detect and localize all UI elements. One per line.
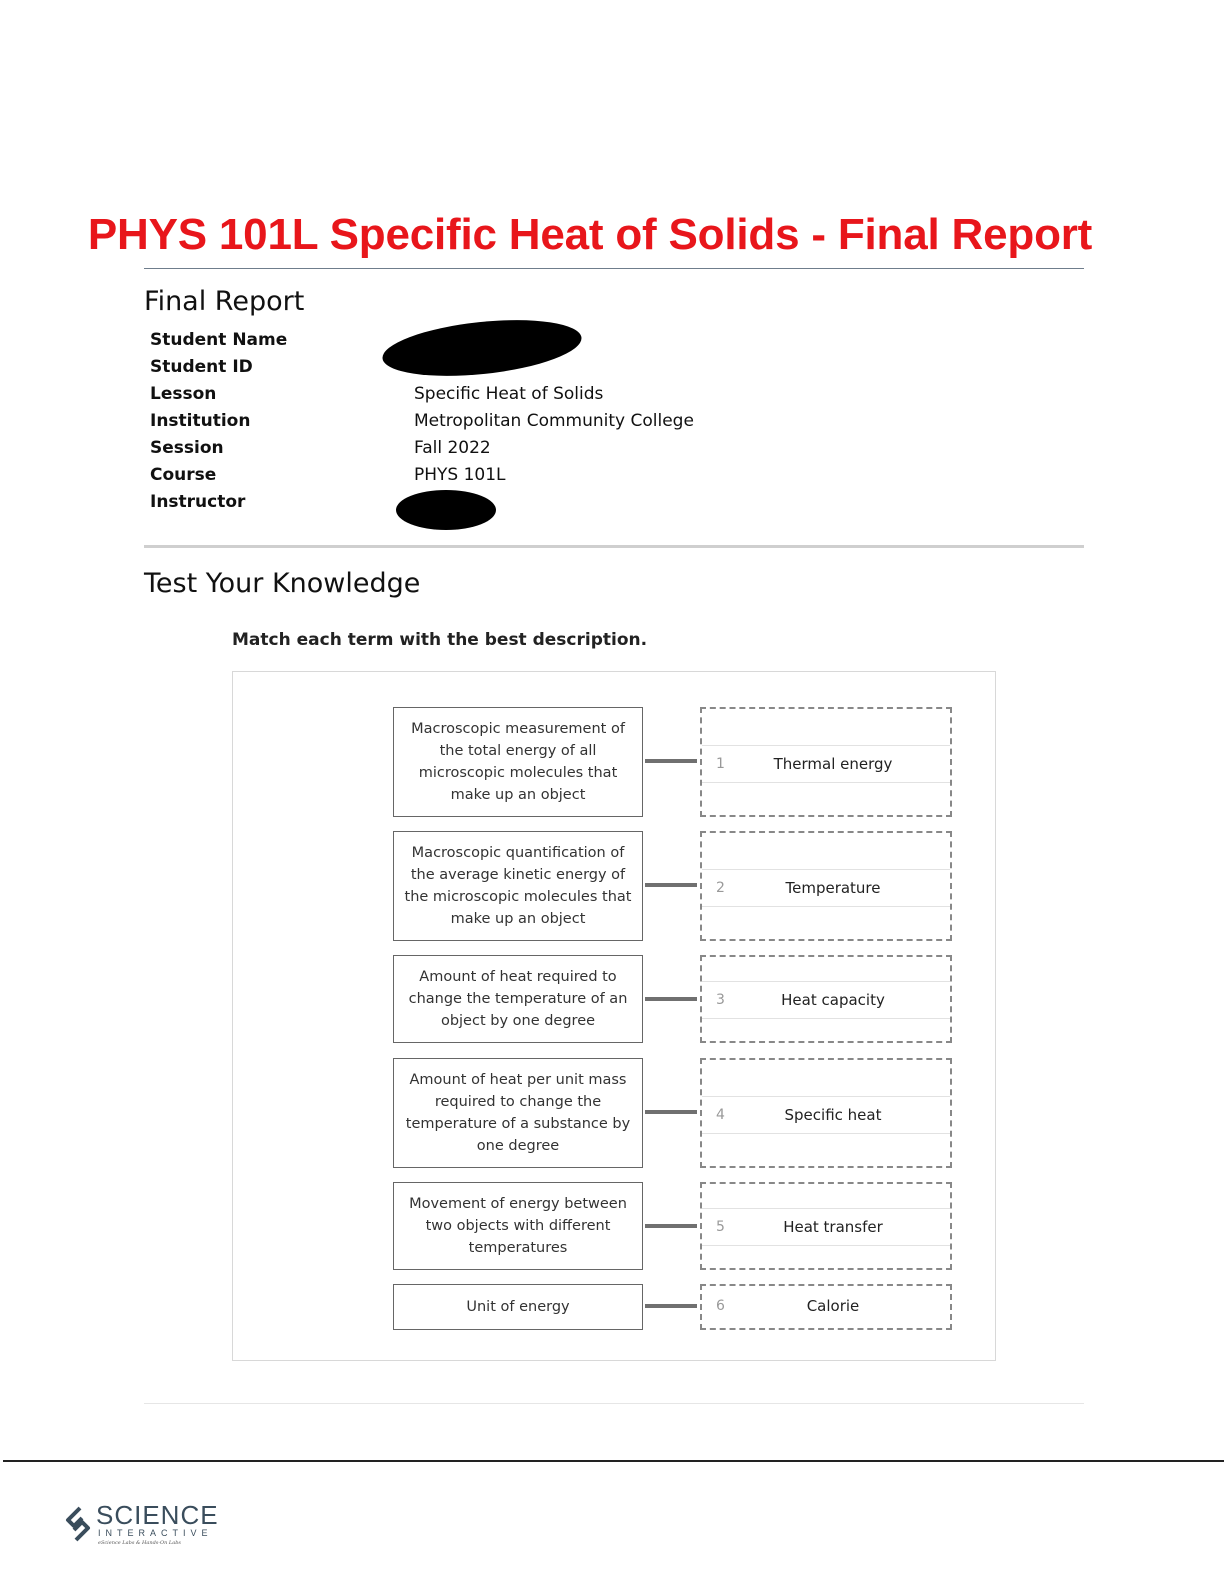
match-connector-5 bbox=[645, 1224, 697, 1228]
logo-tagline: eScience Labs & Hands-On Labs bbox=[98, 1540, 182, 1546]
document-title: PHYS 101L Specific Heat of Solids - Final Report bbox=[87, 210, 1093, 259]
description-card-2: Macroscopic quantification of the average kinetic energy of the microscopic molecules that make up an object bbox=[393, 831, 643, 941]
term-dropzone-2[interactable] bbox=[700, 831, 952, 941]
term-label: Heat capacity bbox=[781, 991, 885, 1009]
match-connector-3 bbox=[645, 997, 697, 1001]
final-report-heading: Final Report bbox=[144, 286, 305, 317]
term-label: Thermal energy bbox=[773, 755, 893, 773]
info-value: Specific Heat of Solids bbox=[414, 383, 604, 404]
logo-subtitle: INTERACTIVE bbox=[98, 1528, 213, 1538]
term-label: Specific heat bbox=[784, 1106, 882, 1124]
term-chip-5[interactable] bbox=[702, 1208, 950, 1246]
science-interactive-logo-icon bbox=[62, 1504, 94, 1544]
term-chip-3[interactable] bbox=[702, 981, 950, 1019]
term-chip-4[interactable] bbox=[702, 1096, 950, 1134]
info-row-course bbox=[150, 461, 694, 488]
info-value: PHYS 101L bbox=[414, 464, 506, 485]
info-row-institution bbox=[150, 407, 694, 434]
description-card-4: Amount of heat per unit mass required to change the temperature of a substance by one degree bbox=[393, 1058, 643, 1168]
term-chip-2[interactable] bbox=[702, 869, 950, 907]
term-dropzone-1[interactable] bbox=[700, 707, 952, 817]
description-card-1: Macroscopic measurement of the total energy of all microscopic molecules that make up an object bbox=[393, 707, 643, 817]
term-chip-6[interactable] bbox=[702, 1288, 950, 1324]
term-chip-1[interactable] bbox=[702, 745, 950, 783]
info-label: Session bbox=[150, 437, 224, 458]
term-label: Calorie bbox=[806, 1297, 860, 1315]
info-label: Institution bbox=[150, 410, 251, 431]
term-number: 1 bbox=[716, 756, 725, 772]
term-number: 6 bbox=[716, 1298, 725, 1314]
term-dropzone-5[interactable] bbox=[700, 1182, 952, 1270]
match-connector-4 bbox=[645, 1110, 697, 1114]
term-number: 4 bbox=[716, 1107, 725, 1123]
description-card-3: Amount of heat required to change the temperature of an object by one degree bbox=[393, 955, 643, 1043]
info-value: Metropolitan Community College bbox=[414, 410, 694, 431]
term-dropzone-6[interactable] bbox=[700, 1284, 952, 1330]
info-label: Lesson bbox=[150, 383, 217, 404]
bottom-divider bbox=[144, 1403, 1084, 1404]
term-dropzone-4[interactable] bbox=[700, 1058, 952, 1168]
term-number: 2 bbox=[716, 880, 725, 896]
science-interactive-logo bbox=[62, 1500, 222, 1550]
match-connector-1 bbox=[645, 759, 697, 763]
title-divider bbox=[144, 268, 1084, 269]
term-label: Heat transfer bbox=[783, 1218, 883, 1236]
redaction-mark-instructor bbox=[396, 490, 496, 530]
info-value: Fall 2022 bbox=[414, 437, 491, 458]
info-label: Student Name bbox=[150, 329, 288, 350]
description-card-5: Movement of energy between two objects with different temperatures bbox=[393, 1182, 643, 1270]
footer-divider bbox=[3, 1460, 1224, 1462]
term-number: 3 bbox=[716, 992, 725, 1008]
match-connector-6 bbox=[645, 1304, 697, 1308]
term-dropzone-3[interactable] bbox=[700, 955, 952, 1043]
info-label: Course bbox=[150, 464, 217, 485]
test-knowledge-heading: Test Your Knowledge bbox=[144, 568, 421, 599]
info-label: Instructor bbox=[150, 491, 246, 512]
term-number: 5 bbox=[716, 1219, 725, 1235]
match-connector-2 bbox=[645, 883, 697, 887]
info-row-lesson bbox=[150, 380, 694, 407]
info-row-session bbox=[150, 434, 694, 461]
section-divider bbox=[144, 545, 1084, 548]
info-label: Student ID bbox=[150, 356, 253, 377]
description-card-6: Unit of energy bbox=[393, 1284, 643, 1330]
term-label: Temperature bbox=[785, 879, 881, 897]
matching-prompt: Match each term with the best description. bbox=[232, 630, 648, 650]
logo-wordmark: SCIENCE bbox=[96, 1500, 219, 1530]
